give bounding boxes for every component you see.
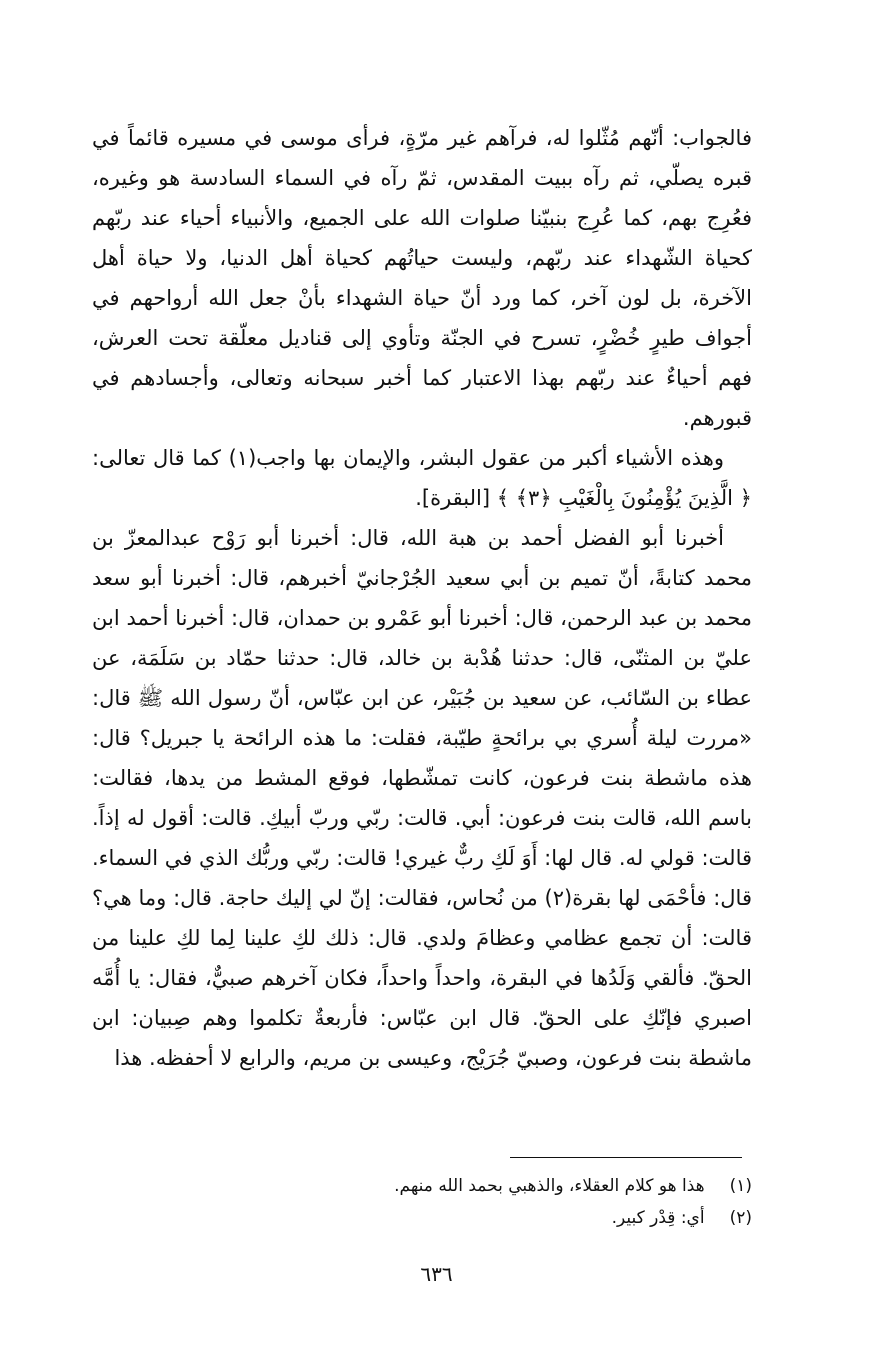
footnote-text: أي: قِدْر كبير. — [611, 1208, 705, 1228]
paragraph-answer: فالجواب: أنّهم مُثّلوا له، فرآهم غير مرّةٍ، فرأى موسى في مسيره قائماً في قبره يصلّي، ثم رآه ببيت المقدس، ثمّ رآه في السماء السادسة هو وغيره، فعُرِج بهم، كما عُرِج بنبيّنا صلوات الله على الجميع، والأنبياء أحياء عند ربّهم كحياة الشّهداء عند ربّهم، وليست حياتُهم كحياة أهل الدنيا، ولا حياة أهل الآخرة، بل لون آخر، كما ورد أنّ حياة الشهداء بأنْ جعل الله أرواحهم في أجواف طيرٍ خُضْرٍ، تسرح في الجنّة وتأوي إلى قناديل معلّقة تحت العرش، فهم أحياءٌ عند ربّهم بهذا الاعتبار كما أخبر سبحانه وتعالى، وأجسادهم في قبورهم. — [92, 126, 752, 430]
footnote-number: (١) — [729, 1176, 752, 1196]
main-text — [92, 118, 752, 1078]
footnote-divider — [510, 1157, 742, 1158]
page-number: ٦٣٦ — [420, 1262, 453, 1286]
footnotes — [92, 1170, 752, 1234]
footnote-1 — [92, 1170, 752, 1202]
paragraph-hadith: أخبرنا أبو الفضل أحمد بن هبة الله، قال: أخبرنا أبو رَوْح عبدالمعزّ بن محمد كتابةً، أنّ تميم بن أبي سعيد الجُرْجانيّ أخبرهم، قال: أخبرنا أبو سعد محمد بن عبد الرحمن، قال: أخبرنا أبو عَمْرو بن حمدان، قال: أخبرنا أحمد ابن عليّ بن المثنّى، قال: حدثنا هُدْبة بن خالد، قال: حدثنا حمّاد بن سَلَمَة، عن عطاء بن السّائب، عن سعيد بن جُبَيْر، عن ابن عبّاس، أنّ رسول الله ﷺ قال: «مررت ليلة أُسري بي برائحةٍ طيّبة، فقلت: ما هذه الرائحة يا جبريل؟ قال: هذه ماشطة بنت فرعون، كانت تمشّطها، فوقع المشط من يدها، فقالت: باسم الله، قالت بنت فرعون: أبي. قالت: ربّي وربّ أبيكِ. قالت: أقول له إذاً. قالت: قولي له. قال لها: أَوَ لَكِ ربٌّ غيري! قالت: ربّي وربُّك الذي في السماء. قال: فأحْمَى لها بقرة(٢) من نُحاس، فقالت: إنّ لي إليك حاجة. قال: وما هي؟ قالت: أن تجمع عظامي وعظامَ ولدي. قال: ذلك لكِ علينا لِما لكِ علينا من الحقّ. فألقي وَلَدُها في البقرة، واحداً واحداً، فكان آخرهم صبيٌّ، فقال: يا أُمَّه اصبري فإنّكِ على الحقّ. قال ابن عبّاس: فأربعةٌ تكلموا وهم صِبيان: ابن ماشطة بنت فرعون، وصبيّ جُرَيْج، وعيسى بن مريم، والرابع لا أحفظه. هذا — [92, 526, 752, 1070]
footnote-2 — [92, 1202, 752, 1234]
footnote-text: هذا هو كلام العقلاء، والذهبي بحمد الله منهم. — [394, 1176, 705, 1196]
paragraph-belief: وهذه الأشياء أكبر من عقول البشر، والإيمان بها واجب(١) كما قال تعالى: ﴿ الَّذِينَ يُؤْمِنُونَ بِالْغَيْبِ ﴿٣﴾ ﴾ [البقرة]. — [92, 446, 752, 510]
footnote-number: (٢) — [729, 1208, 752, 1228]
